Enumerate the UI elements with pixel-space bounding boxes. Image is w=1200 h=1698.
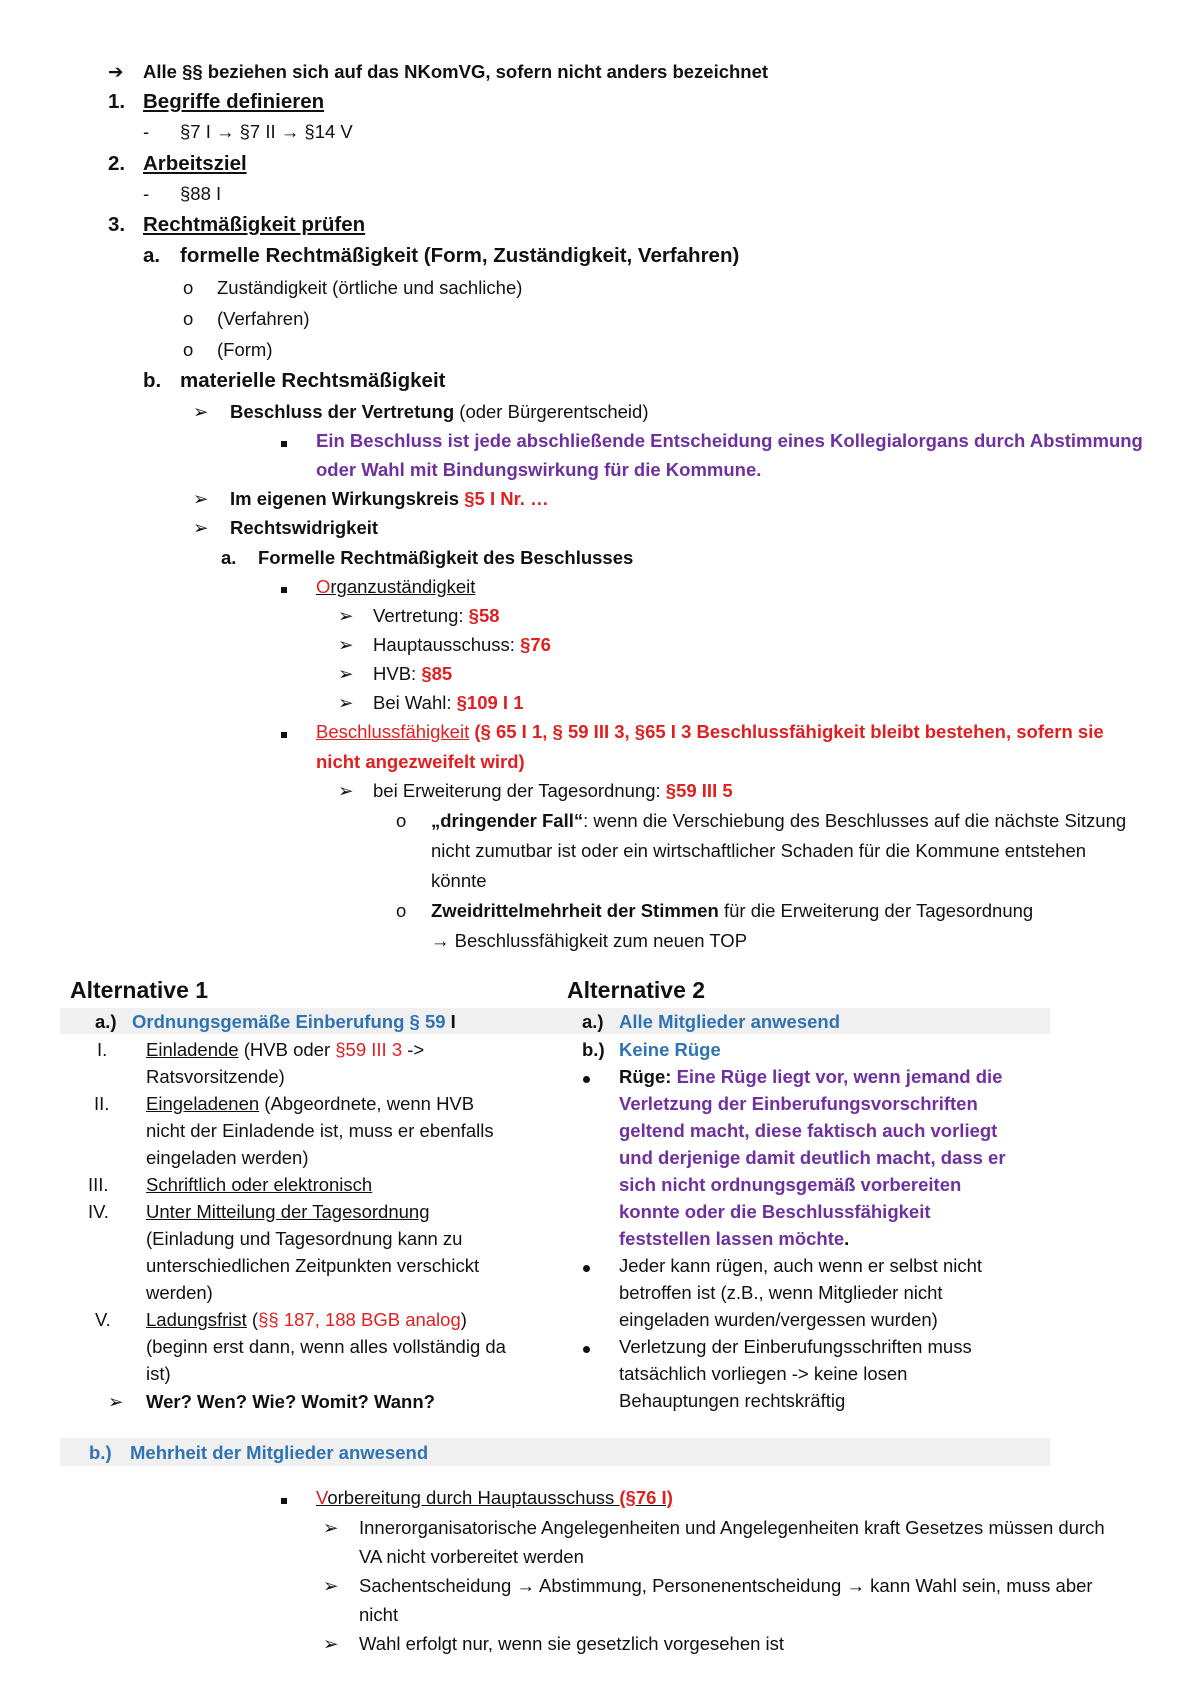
beschlussfaehigkeit-line-2: nicht angezweifelt wird) — [316, 751, 525, 772]
arrowhead-bullet-icon: ➢ — [108, 1391, 124, 1412]
arrow-bullet-icon: ➔ — [108, 61, 124, 82]
arrowhead-bullet-icon: ➢ — [338, 634, 354, 655]
alt2-b-title: Keine Rüge — [619, 1039, 721, 1060]
organ-item-wahl: Bei Wahl: §109 I 1 — [373, 692, 524, 713]
square-bullet-icon — [281, 575, 287, 599]
alt1-item-ladungsfrist-cont-1: (beginn erst dann, wenn alles vollständig da — [146, 1336, 506, 1357]
beschluss-line: Beschluss der Vertretung (oder Bürgerentscheid) — [230, 401, 649, 422]
vorbereitung-item-1-line-1: Innerorganisatorische Angelegenheiten und Angelegenheiten kraft Gesetzes müssen durch — [359, 1517, 1105, 1538]
formell-label: a. — [143, 244, 161, 267]
section-2-number: 2. — [108, 152, 126, 175]
intro-text: Alle §§ beziehen sich auf das NKomVG, sofern nicht anders bezeichnet — [143, 61, 769, 82]
arrowhead-bullet-icon: ➢ — [338, 780, 354, 801]
circle-bullet-icon: o — [183, 308, 194, 329]
square-bullet-icon — [281, 720, 287, 744]
dash-icon: - — [143, 121, 150, 142]
ruege-line-5: sich nicht ordnungsgemäß vorbereiten — [619, 1174, 962, 1195]
section-3-number: 3. — [108, 213, 126, 236]
vorbereitung-item-3: Wahl erfolgt nur, wenn sie gesetzlich vorgesehen ist — [359, 1633, 785, 1654]
section-1-ref: §7 I → §7 II → §14 V — [180, 121, 353, 142]
circle-bullet-icon: o — [183, 339, 194, 360]
arrowhead-bullet-icon: ➢ — [338, 692, 354, 713]
ruege-line-6: konnte oder die Beschlussfähigkeit — [619, 1201, 931, 1222]
dash-icon: - — [143, 183, 150, 204]
verletzung-line-3: Behauptungen rechtskräftig — [619, 1390, 846, 1411]
round-bullet-icon — [583, 1065, 590, 1089]
alt1-item-ladungsfrist: Ladungsfrist (§§ 187, 188 BGB analog) — [146, 1309, 467, 1330]
section-1-title: Begriffe definieren — [143, 90, 325, 113]
alt1-item-tagesordnung-cont-1: (Einladung und Tagesordnung kann zu — [146, 1228, 463, 1249]
circle-bullet-icon: o — [396, 810, 407, 831]
alt1-item-schriftlich: Schriftlich oder elektronisch — [146, 1174, 373, 1195]
ruege-line-3: geltend macht, diese faktisch auch vorliegt — [619, 1120, 998, 1141]
alt1-item-einladende: Einladende (HVB oder §59 III 3 -> — [146, 1039, 425, 1060]
round-bullet-icon — [583, 1335, 590, 1359]
dringend-line-3: könnte — [431, 870, 487, 891]
formell-beschluss-title: Formelle Rechtmäßigkeit des Beschlusses — [258, 547, 634, 568]
vorbereitung-title: Vorbereitung durch Hauptausschuss (§76 I) — [316, 1487, 673, 1508]
round-bullet-icon — [583, 1254, 590, 1278]
alt2-a-title: Alle Mitglieder anwesend — [619, 1011, 841, 1032]
alt1-item-tagesordnung-cont-2: unterschiedlichen Zeitpunkten verschickt — [146, 1255, 480, 1276]
roman-number: II. — [94, 1093, 110, 1114]
arrowhead-bullet-icon: ➢ — [193, 401, 209, 422]
roman-number: III. — [88, 1174, 109, 1195]
organzustaendigkeit: Organzuständigkeit — [316, 576, 476, 597]
organ-item-hvb: HVB: §85 — [373, 663, 453, 684]
roman-number: IV. — [88, 1201, 109, 1222]
section-2-ref: §88 I — [180, 183, 222, 204]
alt1-a-title: Ordnungsgemäße Einberufung § 59 I — [132, 1011, 456, 1032]
beschluss-definition-1: Ein Beschluss ist jede abschließende Entscheidung eines Kollegialorgans durch Abstimmung — [316, 430, 1143, 451]
erweiterung-line: bei Erweiterung der Tagesordnung: §59 III 5 — [373, 780, 733, 801]
ruege-line-4: und derjenige damit deutlich macht, dass er — [619, 1147, 1006, 1168]
arrowhead-bullet-icon: ➢ — [338, 663, 354, 684]
circle-bullet-icon: o — [396, 900, 407, 921]
formell-beschluss-label: a. — [221, 547, 237, 568]
verletzung-line-1: Verletzung der Einberufungsschriften muss — [619, 1336, 972, 1357]
alt1-item-eingeladene-cont-1: nicht der Einladende ist, muss er ebenfalls — [146, 1120, 494, 1141]
arrowhead-bullet-icon: ➢ — [193, 488, 209, 509]
alt1-a-label: a.) — [95, 1011, 117, 1032]
alt1-question: Wer? Wen? Wie? Womit? Wann? — [146, 1391, 435, 1412]
ruege-line-1: Rüge: Eine Rüge liegt vor, wenn jemand die — [619, 1066, 1003, 1087]
materiell-title: materielle Rechtsmäßigkeit — [180, 369, 446, 392]
rechtswidrigkeit: Rechtswidrigkeit — [230, 517, 379, 538]
formell-item-3: (Form) — [217, 339, 273, 360]
arrowhead-bullet-icon: ➢ — [193, 517, 209, 538]
roman-number: I. — [97, 1039, 108, 1060]
alt1-item-ladungsfrist-cont-2: ist) — [146, 1363, 171, 1384]
zweidrittel-line-2: → Beschlussfähigkeit zum neuen TOP — [431, 930, 748, 951]
alt1-item-eingeladene-cont-2: eingeladen werden) — [146, 1147, 309, 1168]
organ-item-vertretung: Vertretung: §58 — [373, 605, 500, 626]
circle-bullet-icon: o — [183, 277, 194, 298]
section-3-title: Rechtmäßigkeit prüfen — [143, 213, 366, 236]
alternative-1-title: Alternative 1 — [70, 977, 209, 1003]
arrowhead-bullet-icon: ➢ — [323, 1633, 339, 1654]
mehrheit-label: b.) — [89, 1442, 112, 1463]
arrowhead-bullet-icon: ➢ — [323, 1517, 339, 1538]
alt1-item-eingeladene: Eingeladenen (Abgeordnete, wenn HVB — [146, 1093, 475, 1114]
zweidrittel-line-1: Zweidrittelmehrheit der Stimmen für die Erweiterung der Tagesordnung — [431, 900, 1034, 921]
arrowhead-bullet-icon: ➢ — [338, 605, 354, 626]
organ-item-hauptausschuss: Hauptausschuss: §76 — [373, 634, 551, 655]
alt2-a-label: a.) — [582, 1011, 604, 1032]
section-2-title: Arbeitsziel — [143, 152, 247, 175]
ruege-line-7: feststellen lassen möchte. — [619, 1228, 850, 1249]
alt1-item-tagesordnung: Unter Mitteilung der Tagesordnung — [146, 1201, 430, 1222]
alt1-item-einladende-cont: Ratsvorsitzende) — [146, 1066, 285, 1087]
square-bullet-icon — [281, 1486, 287, 1510]
materiell-label: b. — [143, 369, 162, 392]
beschluss-definition-2: oder Wahl mit Bindungswirkung für die Kommune. — [316, 459, 762, 480]
jeder-line-2: betroffen ist (z.B., wenn Mitglieder nicht — [619, 1282, 943, 1303]
formell-item-2: (Verfahren) — [217, 308, 310, 329]
section-1-number: 1. — [108, 90, 126, 113]
vorbereitung-item-2-line-1: Sachentscheidung → Abstimmung, Personenentscheidung → kann Wahl sein, muss aber — [359, 1575, 1093, 1596]
wirkungskreis-line: Im eigenen Wirkungskreis §5 I Nr. … — [230, 488, 549, 509]
formell-title: formelle Rechtmäßigkeit (Form, Zuständigkeit, Verfahren) — [180, 244, 740, 267]
dringend-line-1: „dringender Fall“: wenn die Verschiebung des Beschlusses auf die nächste Sitzung — [431, 810, 1127, 831]
jeder-line-3: eingeladen wurden/vergessen wurden) — [619, 1309, 938, 1330]
ruege-line-2: Verletzung der Einberufungsvorschriften — [619, 1093, 978, 1114]
beschlussfaehigkeit-line-1: Beschlussfähigkeit (§ 65 I 1, § 59 III 3, §65 I 3 Beschlussfähigkeit bleibt bestehen, sofern sie — [316, 721, 1104, 742]
jeder-line-1: Jeder kann rügen, auch wenn er selbst nicht — [619, 1255, 983, 1276]
square-bullet-icon — [281, 429, 287, 453]
vorbereitung-item-2-line-2: nicht — [359, 1604, 399, 1625]
dringend-line-2: nicht zumutbar ist oder ein wirtschaftlicher Schaden für die Kommune entstehen — [431, 840, 1087, 861]
roman-number: V. — [95, 1309, 111, 1330]
alt2-b-label: b.) — [582, 1039, 605, 1060]
formell-item-1: Zuständigkeit (örtliche und sachliche) — [217, 277, 523, 298]
alternative-2-title: Alternative 2 — [567, 977, 706, 1003]
vorbereitung-item-1-line-2: VA nicht vorbereitet werden — [359, 1546, 584, 1567]
mehrheit-title: Mehrheit der Mitglieder anwesend — [130, 1442, 429, 1463]
arrowhead-bullet-icon: ➢ — [323, 1575, 339, 1596]
alt1-item-tagesordnung-cont-3: werden) — [146, 1282, 213, 1303]
verletzung-line-2: tatsächlich vorliegen -> keine losen — [619, 1363, 908, 1384]
